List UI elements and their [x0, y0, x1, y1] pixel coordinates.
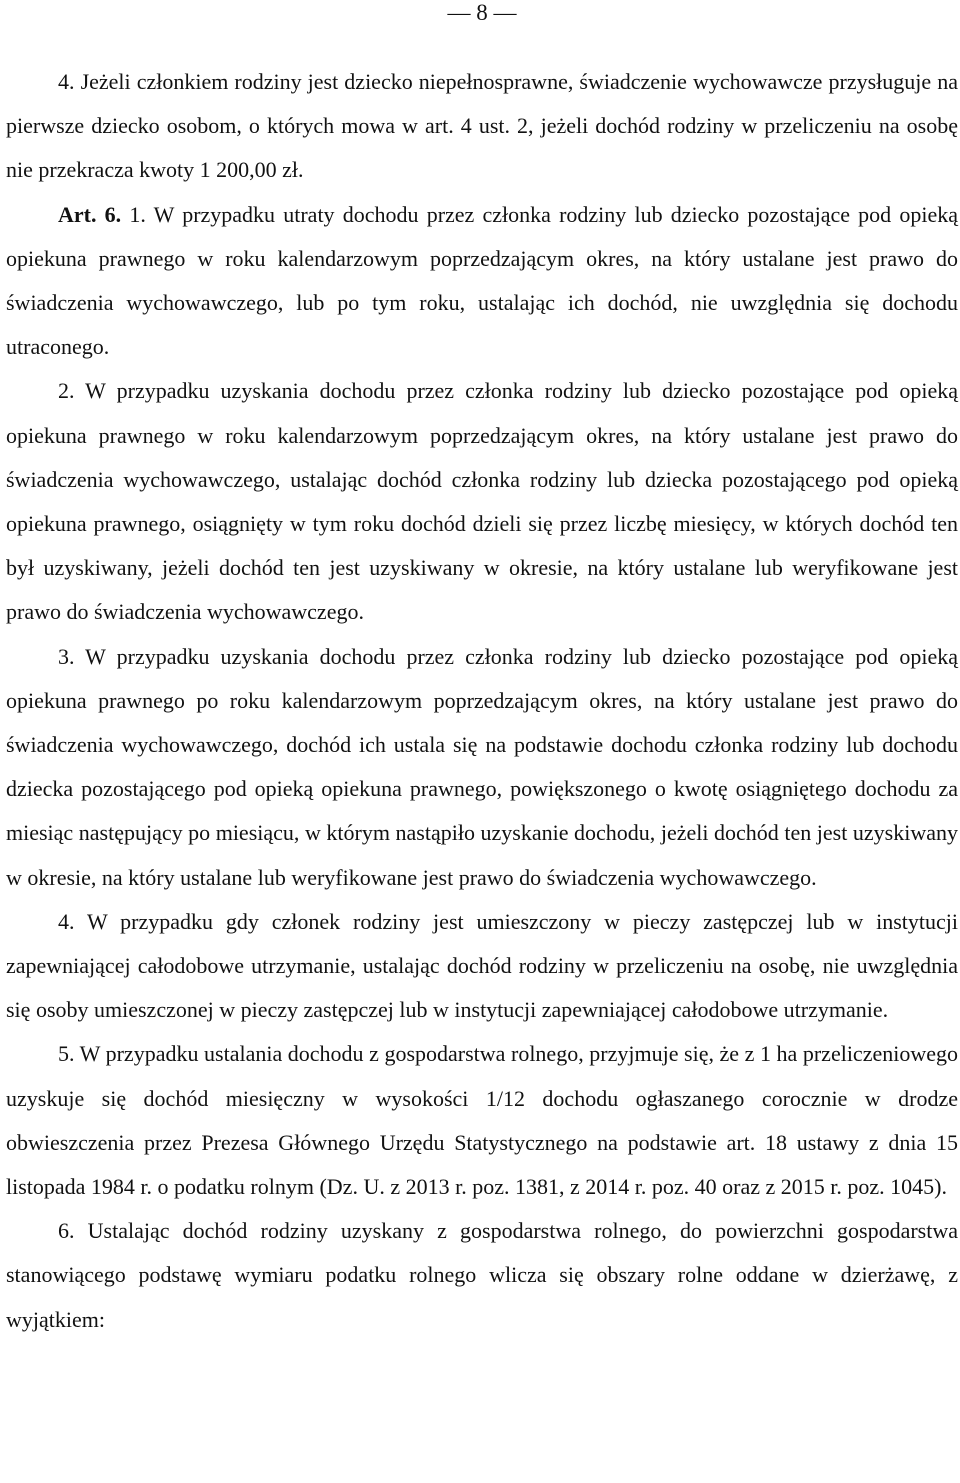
paragraph-art6-ust1 [6, 193, 958, 370]
paragraph-text: 1. W przypadku utraty dochodu przez członka rodziny lub dziecko pozostające pod opieką opiekuna prawnego w roku kalendarzowym poprzedzającym okres, na który ustalane jest prawo do świadczenia wychowawczego, lub po tym roku, ustalając ich dochód, nie uwzględnia się dochodu utraconego. [6, 201, 958, 360]
document-page [6, 0, 958, 1342]
page-number: — 8 — [447, 0, 517, 25]
paragraph-art6-ust4: 4. W przypadku gdy członek rodziny jest umieszczony w pieczy zastępczej lub w instytucji zapewniającej całodobowe utrzymanie, ustalając dochód rodziny w przeliczeniu na osobę, nie uwzględnia się osoby umieszczonej w pieczy zastępczej lub w instytucji zapewniającej całodobowe utrzymanie. [6, 908, 958, 1023]
paragraph-art5-ust4: 4. Jeżeli członkiem rodziny jest dziecko niepełnosprawne, świadczenie wychowawcze przysługuje na pierwsze dziecko osobom, o których mowa w art. 4 ust. 2, jeżeli dochód rodziny w przeliczeniu na osobę nie przekracza kwoty 1 200,00 zł. [6, 69, 958, 183]
article-heading: Art. 6. [58, 201, 122, 227]
paragraph-art6-ust6: 6. Ustalając dochód rodziny uzyskany z gospodarstwa rolnego, do powierzchni gospodarstwa stanowiącego podstawę wymiaru podatku rolnego wlicza się obszary rolne oddane w dzierżawę, z wyjątkiem: [6, 1218, 958, 1332]
paragraph-art6-ust3: 3. W przypadku uzyskania dochodu przez członka rodziny lub dziecko pozostające pod opieką opiekuna prawnego po roku kalendarzowym poprzedzającym okres, na który ustalane jest prawo do świadczenia wychowawczego, dochód ich ustala się na podstawie dochodu członka rodziny lub dochodu dziecka pozostającego pod opieką opiekuna prawnego, powiększonego o kwotę osiągniętego dochodu za miesiąc następujący po miesiącu, w którym nastąpiło uzyskanie dochodu, jeżeli dochód ten jest uzyskiwany w okresie, na który ustalane lub weryfikowane jest prawo do świadczenia wychowawczego. [6, 643, 958, 890]
paragraph-art6-ust5: 5. W przypadku ustalania dochodu z gospodarstwa rolnego, przyjmuje się, że z 1 ha przeliczeniowego uzyskuje się dochód miesięczny w wysokości 1/12 dochodu ogłaszanego corocznie w drodze obwieszczenia przez Prezesa Głównego Urzędu Statystycznego na podstawie art. 18 ustawy z dnia 15 listopada 1984 r. o podatku rolnym (Dz. U. z 2013 r. poz. 1381, z 2014 r. poz. 40 oraz z 2015 r. poz. 1045). [6, 1041, 958, 1200]
paragraph-art6-ust2: 2. W przypadku uzyskania dochodu przez członka rodziny lub dziecko pozostające pod opieką opiekuna prawnego w roku kalendarzowym poprzedzającym okres, na który ustalane jest prawo do świadczenia wychowawczego, ustalając dochód członka rodziny lub dziecka pozostającego pod opieką opiekuna prawnego, osiągnięty w tym roku dochód dzieli się przez liczbę miesięcy, w których dochód ten był uzyskiwany, jeżeli dochód ten jest uzyskiwany w okresie, na który ustalane lub weryfikowane jest prawo do świadczenia wychowawczego. [6, 378, 958, 625]
